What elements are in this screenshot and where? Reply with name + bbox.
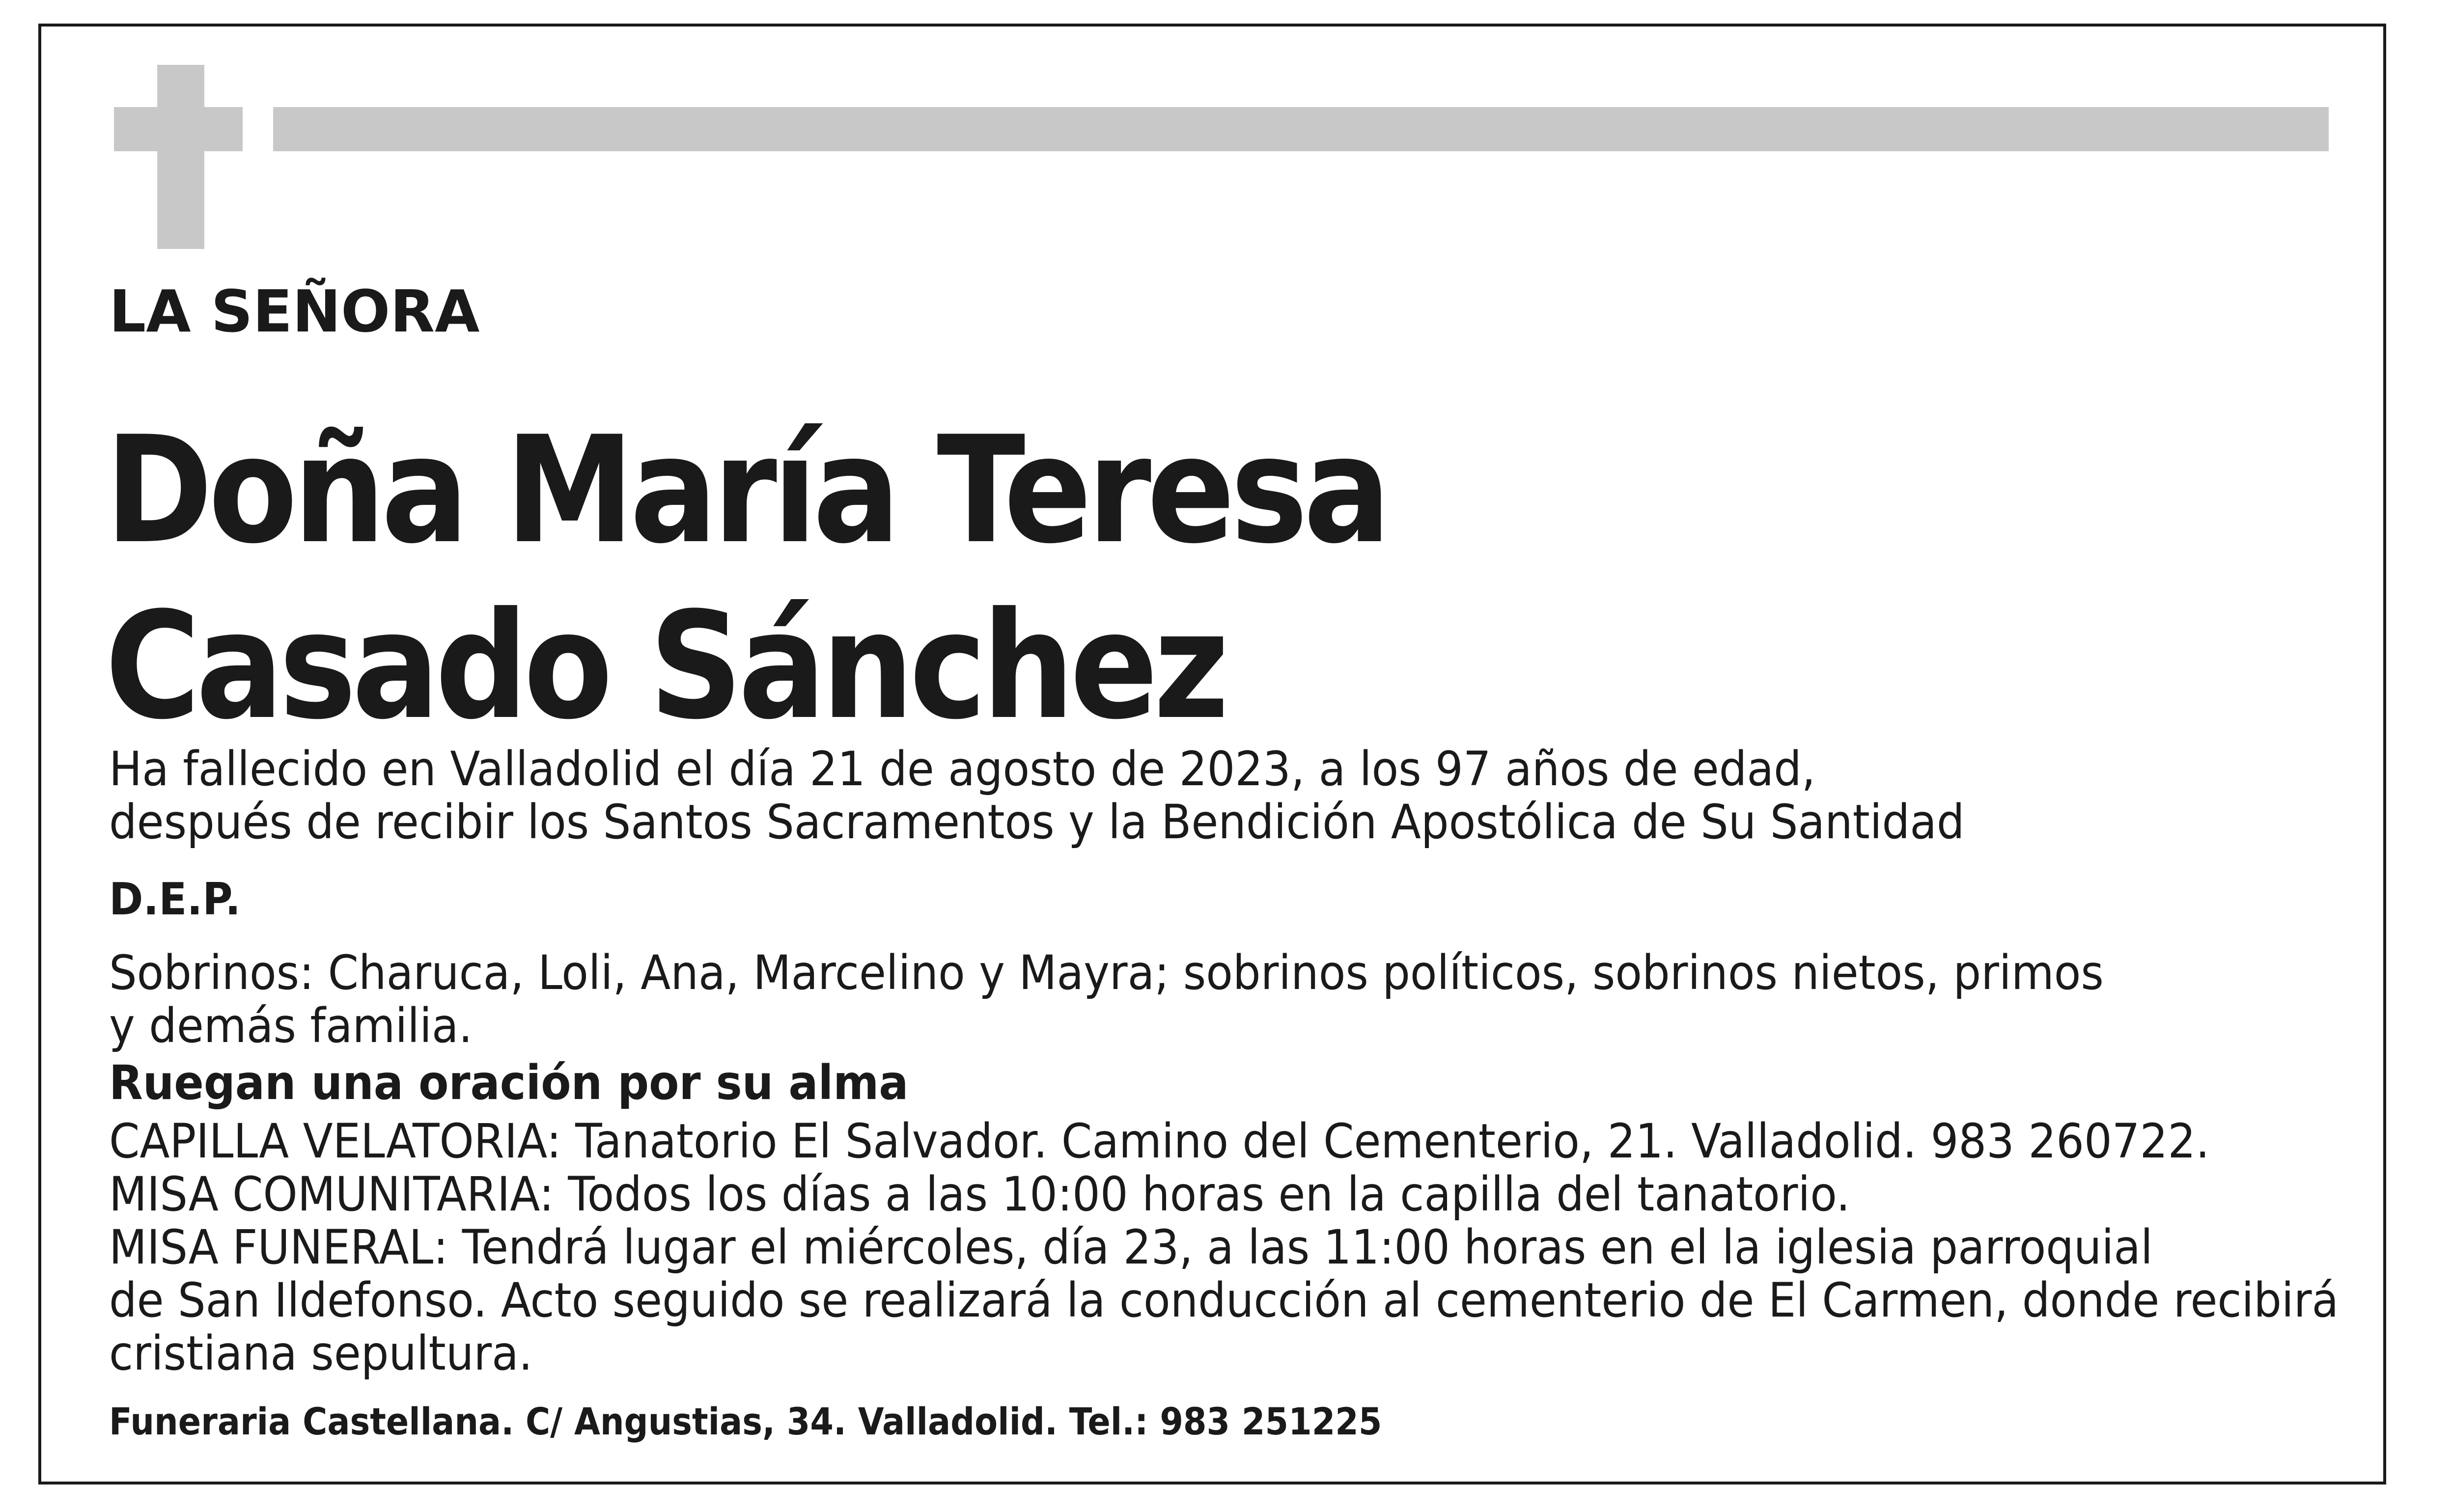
family-list xyxy=(109,946,2104,1052)
cross-icon xyxy=(157,65,204,249)
deceased-name-line-1: Doña María Teresa xyxy=(105,405,1387,576)
header-rule xyxy=(273,107,2329,151)
prayer-request: Ruegan una oración por su alma xyxy=(109,1055,909,1110)
details-line-1: CAPILLA VELATORIA: Tanatorio El Salvador. Camino del Cementerio, 21. Valladolid. 983 260722. xyxy=(109,1114,2210,1169)
details-line-2: MISA COMUNITARIA: Todos los días a las 10:00 horas en la capilla del tanatorio. xyxy=(109,1167,1850,1222)
deceased-name xyxy=(105,403,1387,754)
service-details xyxy=(109,1115,2339,1380)
funeral-home-footer: Funeraria Castellana. C/ Angustias, 34. Valladolid. Tel.: 983 251225 xyxy=(109,1400,1382,1443)
details-line-5: cristiana sepultura. xyxy=(109,1326,533,1381)
family-line-2: y demás familia. xyxy=(109,998,473,1053)
details-line-3: MISA FUNERAL: Tendrá lugar el miércoles, día 23, a las 11:00 horas en el la iglesia parroquial xyxy=(109,1220,2153,1275)
cross-icon-arm xyxy=(114,107,243,151)
family-line-1: Sobrinos: Charuca, Loli, Ana, Marcelino y Mayra; sobrinos políticos, sobrinos nietos, primos xyxy=(109,945,2104,1000)
honorific-title: LA SEÑORA xyxy=(109,277,480,345)
death-announcement xyxy=(109,742,1965,849)
details-line-4: de San Ildefonso. Acto seguido se realizará la conducción al cementerio de El Carmen, donde recibirá xyxy=(109,1273,2339,1328)
rest-in-peace: D.E.P. xyxy=(109,874,241,925)
announcement-line-2: después de recibir los Santos Sacramentos y la Bendición Apostólica de Su Santidad xyxy=(109,795,1965,850)
deceased-name-line-2: Casado Sánchez xyxy=(105,580,1225,752)
announcement-line-1: Ha fallecido en Valladolid el día 21 de agosto de 2023, a los 97 años de edad, xyxy=(109,742,1816,797)
